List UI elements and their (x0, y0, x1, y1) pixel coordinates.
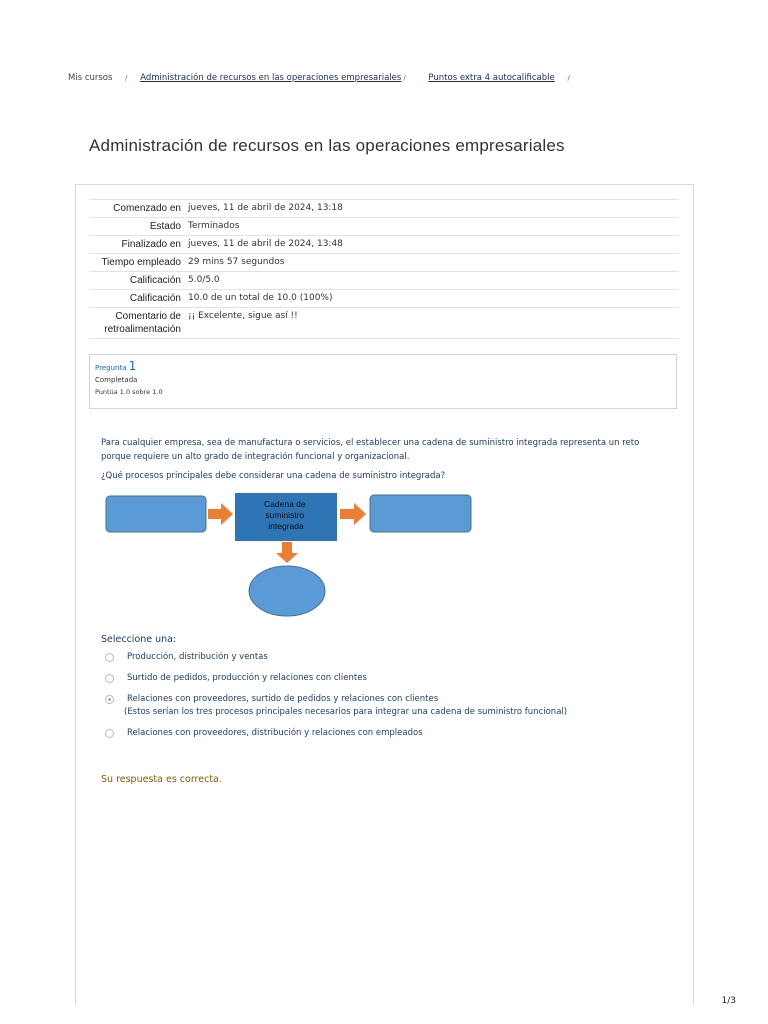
supply-chain-diagram (100, 490, 480, 620)
breadcrumb-course-link[interactable]: Administración de recursos en las operaciones empresariales (140, 73, 402, 83)
diagram-center-label (264, 499, 308, 531)
radio-button-selected[interactable] (105, 695, 114, 704)
answer-options (103, 651, 663, 748)
summary-row-finished (89, 236, 679, 254)
page-number: 1/3 (721, 996, 736, 1006)
summary-label: Tiempo empleado (89, 254, 184, 272)
summary-row-state (89, 218, 679, 236)
summary-value: 5.0/5.0 (184, 272, 679, 290)
summary-label: Comentario de retroalimentación (89, 308, 184, 339)
breadcrumb-separator: / (403, 74, 406, 82)
summary-value: 10.0 de un total de 10.0 (100%) (184, 290, 679, 308)
answer-specific-feedback: (Estos serían los tres procesos principales necesarios para integrar una cadena de suministro funcional) (124, 707, 568, 717)
summary-label: Calificación (89, 290, 184, 308)
breadcrumb (68, 73, 580, 83)
breadcrumb-mis-cursos[interactable]: Mis cursos (68, 73, 113, 83)
answer-option-4[interactable] (103, 727, 663, 740)
summary-label: Finalizado en (89, 236, 184, 254)
question-score: Puntúa 1.0 sobre 1.0 (95, 388, 163, 396)
breadcrumb-separator: / (125, 74, 128, 82)
diagram-arrow-down (276, 542, 298, 563)
radio-button[interactable] (105, 653, 114, 662)
summary-value: Terminados (184, 218, 679, 236)
answer-option-1[interactable] (103, 651, 663, 664)
breadcrumb-separator: / (567, 74, 570, 82)
radio-button[interactable] (105, 674, 114, 683)
breadcrumb-quiz-link[interactable]: Puntos extra 4 autocalificable (428, 73, 555, 83)
summary-label: Estado (89, 218, 184, 236)
diagram-bottom-ellipse (249, 566, 325, 616)
question-text (101, 436, 671, 488)
summary-value: jueves, 11 de abril de 2024, 13:18 (184, 200, 679, 218)
answer-option-3[interactable] (103, 693, 663, 719)
question-paragraph: Para cualquier empresa, sea de manufactura o servicios, el establecer una cadena de suministro integrada representa un reto porque requiere un alto grado de integración funcional y organizacional. (101, 438, 640, 462)
answer-label: Producción, distribución y ventas (127, 652, 268, 662)
diagram-center-line-1: Cadena de (264, 499, 306, 509)
summary-value: 29 mins 57 segundos (184, 254, 679, 272)
question-prompt: ¿Qué procesos principales debe considerar una cadena de suministro integrada? (101, 471, 446, 481)
question-info-box (89, 354, 677, 409)
result-feedback: Su respuesta es correcta. (101, 774, 222, 785)
question-number-value: 1 (128, 359, 137, 373)
radio-button[interactable] (105, 729, 114, 738)
summary-value: ¡¡ Excelente, sigue así !! (184, 308, 679, 339)
summary-row-marks (89, 272, 679, 290)
diagram-arrow-right-2 (340, 503, 366, 525)
answer-label: Surtido de pedidos, producción y relaciones con clientes (127, 673, 367, 683)
question-state: Completada (95, 376, 138, 384)
summary-row-grade (89, 290, 679, 308)
diagram-right-box (370, 495, 471, 532)
attempt-summary-table (89, 199, 679, 339)
diagram-center-line-2: suministro (265, 510, 305, 520)
summary-row-time (89, 254, 679, 272)
select-one-label: Seleccione una: (101, 634, 177, 645)
summary-row-started (89, 200, 679, 218)
answer-label: Relaciones con proveedores, distribución y relaciones con empleados (127, 728, 423, 738)
summary-label: Comenzado en (89, 200, 184, 218)
question-number (95, 359, 671, 373)
summary-row-feedback (89, 308, 679, 339)
diagram-arrow-right-1 (208, 503, 233, 525)
question-prefix: Pregunta (95, 364, 127, 372)
answer-option-2[interactable] (103, 672, 663, 685)
diagram-left-box (106, 496, 206, 532)
answer-label: Relaciones con proveedores, surtido de pedidos y relaciones con clientes (127, 694, 439, 704)
summary-value: jueves, 11 de abril de 2024, 13:48 (184, 236, 679, 254)
summary-label: Calificación (89, 272, 184, 290)
diagram-center-line-3: integrada (268, 521, 304, 531)
page-title: Administración de recursos en las operaciones empresariales (89, 136, 565, 155)
